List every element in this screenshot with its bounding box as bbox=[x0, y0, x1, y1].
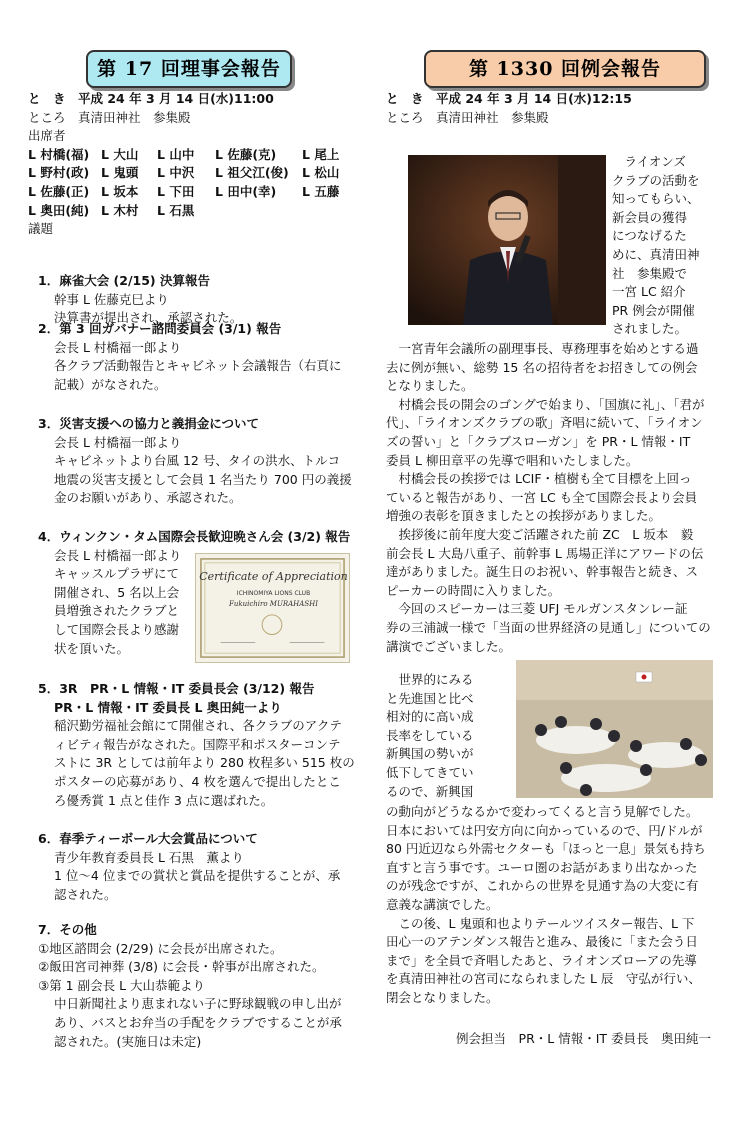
agenda-item-text: して国際会長より感謝 bbox=[54, 621, 180, 637]
attendee: L 野村(政) bbox=[28, 165, 90, 181]
body-text: 講演でございました。 bbox=[386, 638, 512, 654]
body-text: につなげるた bbox=[612, 228, 687, 244]
agenda-item-text: 金のお願いがあり、承認された。 bbox=[54, 490, 242, 506]
attendee: L 佐藤(正) bbox=[28, 183, 90, 199]
body-text: のが残念ですが、これからの世界を見通す為の大変に有 bbox=[386, 878, 699, 894]
body-text: 社 参集殿で bbox=[612, 265, 688, 281]
body-text: 世界的にみる bbox=[386, 672, 474, 687]
agenda-item-title: 3．災害支援への協力と義捐金について bbox=[38, 416, 259, 431]
right-place-line: ところ 真清田神社 参集殿 bbox=[386, 109, 549, 125]
certificate-club: ICHINOMIYA LIONS CLUB bbox=[236, 590, 311, 597]
agenda-subitem: ③第 1 副会長 L 大山恭範より bbox=[38, 977, 206, 993]
body-text: ピーカーの時間に入りました。 bbox=[386, 582, 561, 598]
agenda-item-text: ストに 3R としては前年より 280 枚程多い 515 枚の bbox=[54, 755, 355, 771]
agenda-item-text: キャビネットより台風 12 号、タイの洪水、トルコ bbox=[54, 453, 341, 469]
body-text: めに、真清田神 bbox=[612, 246, 700, 262]
agenda-item-text: 決算書が提出され、承認された。 bbox=[54, 310, 243, 326]
body-text: 達がありました。誕生日のお祝い、幹事報告と続き、ス bbox=[386, 564, 699, 580]
attendee: L 大山 bbox=[101, 146, 139, 162]
agenda-item-title: 5．3R PR・L 情報・IT 委員長会 (3/12) 報告 bbox=[38, 681, 315, 696]
body-text: 一宮 LC 紹介 bbox=[612, 284, 686, 300]
agenda-item-text: 青少年教育委員長 L 石黒 薫より bbox=[54, 849, 244, 865]
body-text: 新会員の獲得 bbox=[612, 209, 688, 225]
attendee: L 鬼頭 bbox=[101, 165, 139, 181]
body-text: 相対的に高い成 bbox=[386, 709, 474, 725]
agenda-subitem: ①地区諮問会 (2/29) に会長が出席された。 bbox=[38, 940, 283, 956]
agenda-item-text: 開催され、5 名以上会 bbox=[54, 584, 180, 600]
agenda-item-text: キャッスルプラザにて bbox=[54, 566, 180, 582]
agenda-item-title: 1．麻雀大会 (2/15) 決算報告 bbox=[38, 273, 210, 288]
agenda-item-text: 会長 L 村橋福一郎より bbox=[54, 434, 182, 450]
attendee: L 佐藤(克) bbox=[215, 146, 277, 162]
body-text: 一宮青年会議所の副理事長、専務理事を始めとする過 bbox=[386, 341, 699, 356]
agenda-item-text: 状を頂いた。 bbox=[54, 640, 130, 656]
agenda-item-text: ろ優秀賞 1 点と佳作 3 点に選ばれた。 bbox=[54, 792, 274, 808]
body-text: 田心一のアテンダンス報告と進み、最後に「また会う日 bbox=[386, 934, 698, 950]
agenda-item-title: 6．春季ティーボール大会賞品について bbox=[38, 831, 258, 846]
attendees-label: 出席者 bbox=[28, 128, 66, 144]
attendee: L 木村 bbox=[101, 202, 139, 218]
agenda-item-text: 員増強されたクラブと bbox=[54, 603, 180, 619]
left-place-line: ところ 真清田神社 参集殿 bbox=[28, 109, 191, 125]
body-text: 意義な講演でした。 bbox=[386, 896, 499, 912]
body-text: 低下してきてい bbox=[386, 764, 474, 780]
economy-side-text bbox=[386, 671, 514, 801]
attendee: L 中沢 bbox=[157, 165, 195, 181]
body-text: となりました。 bbox=[386, 378, 474, 394]
agenda-item-5 bbox=[28, 680, 373, 810]
agenda-item-text: ィビティ報告がなされた。国際平和ポスターコンテ bbox=[54, 736, 341, 752]
agenda-item-3 bbox=[28, 415, 368, 508]
attendee: L 松山 bbox=[302, 165, 340, 181]
intro-side-text bbox=[612, 153, 722, 339]
meeting-photo bbox=[516, 660, 713, 798]
body-text: この後、L 鬼頭和也よりテールツイスター報告、L 下 bbox=[386, 915, 695, 931]
agenda-item-text: 会長 L 村橋福一郎より bbox=[54, 339, 182, 355]
agenda-label: 議題 bbox=[28, 221, 54, 237]
report-body-upper bbox=[386, 340, 731, 656]
body-text: と先進国と比べ bbox=[386, 690, 474, 706]
right-header bbox=[386, 90, 726, 127]
body-text: 去に例が無い、総勢 15 名の招待者をお招きしての例会 bbox=[386, 359, 698, 375]
body-text: されました。 bbox=[612, 321, 688, 337]
right-banner: 第 1330 回例会報告 bbox=[424, 50, 706, 88]
body-text: 知ってもらい、 bbox=[612, 191, 700, 207]
body-text: 挨拶後に前年度大変ご活躍された前 ZC L 坂本 毅 bbox=[386, 526, 694, 542]
body-text: ライオンズ bbox=[612, 154, 686, 169]
agenda-item-7 bbox=[28, 921, 373, 1051]
agenda-item-title: 4．ウィンクン・タム国際会長歓迎晩さん会 (3/2) 報告 bbox=[38, 529, 351, 544]
left-header bbox=[28, 90, 368, 239]
body-text: 今回のスピーカーは三菱 UFJ モルガンスタンレー証 bbox=[386, 601, 688, 617]
agenda-item-title: 2．第 3 回ガバナー諮問委員会 (3/1) 報告 bbox=[38, 321, 282, 336]
agenda-item-text: 稲沢勤労福祉会館にて開催され、各クラブのアクテ bbox=[54, 718, 342, 734]
agenda-item-text: 認された。(実施日は未定) bbox=[54, 1033, 202, 1049]
attendee: L 祖父江(俊) bbox=[215, 165, 289, 181]
attendee: L 田中(幸) bbox=[215, 183, 277, 199]
agenda-item-text: 認された。 bbox=[54, 886, 117, 902]
footer-signature: 例会担当 PR・L 情報・IT 委員長 奥田純一 bbox=[456, 1031, 711, 1046]
report-footer bbox=[386, 1030, 711, 1049]
body-text: 券の三浦誠一様で「当面の世界経済の見通し」についての bbox=[386, 619, 711, 635]
left-date-line: と き 平成 24 年 3 月 14 日(水)11:00 bbox=[28, 91, 274, 106]
body-text: PR 例会が開催 bbox=[612, 302, 695, 318]
agenda-item-text: PR・L 情報・IT 委員長 L 奥田純一より bbox=[54, 699, 282, 715]
certificate-recipient: Fukuichiro MURAHASHI bbox=[228, 600, 319, 608]
attendee: L 坂本 bbox=[101, 183, 139, 199]
body-text: まで」を全員で斉唱したあと、ライオンズローアの先導 bbox=[386, 952, 697, 968]
agenda-item-text: 中日新聞社より恵まれない子に野球観戦の申し出が bbox=[54, 996, 342, 1012]
agenda-item-text: あり、バスとお弁当の手配をクラブですることが承 bbox=[54, 1014, 342, 1030]
agenda-subitem: ②飯田宮司神葬 (3/8) に会長・幹事が出席された。 bbox=[38, 959, 325, 975]
body-text: 日本においては円安方向に向かっているので、円/ドルが bbox=[386, 822, 703, 838]
speaker-photo bbox=[408, 155, 606, 325]
attendee: L 五藤 bbox=[302, 183, 340, 199]
attendee: L 石黒 bbox=[157, 202, 195, 218]
agenda-item-title: 7．その他 bbox=[38, 922, 97, 937]
body-text: 閉会となりました。 bbox=[386, 989, 499, 1005]
attendee: L 尾上 bbox=[302, 146, 340, 162]
body-text: 直すと言う事です。ユーロ圏のお話があまり出なかった bbox=[386, 859, 698, 875]
agenda-item-text: 各クラブ活動報告とキャビネット会議報告（右頁に bbox=[54, 358, 342, 374]
body-text: 前会長 L 大島八重子、前幹事 L 馬場正洋にアワードの伝 bbox=[386, 545, 704, 561]
body-text: 長率をしている bbox=[386, 727, 474, 743]
body-text: の動向がどうなるかで変わってくると言う見解でした。 bbox=[386, 804, 699, 819]
agenda-item-6 bbox=[28, 830, 373, 904]
body-text: 増強の表彰を頂きましたとの挨拶がありました。 bbox=[386, 508, 662, 524]
certificate-image bbox=[195, 553, 350, 663]
attendee: L 奥田(純) bbox=[28, 202, 90, 218]
agenda-item-2 bbox=[28, 320, 368, 394]
agenda-item-text: 幹事 L 佐藤克巳より bbox=[54, 291, 169, 307]
report-body-lower bbox=[386, 803, 731, 1008]
attendee: L 下田 bbox=[157, 183, 195, 199]
agenda-item-text: 地震の災害支援として会員 1 名当たり 700 円の義援 bbox=[54, 471, 352, 487]
body-text: 村橋会長の開会のゴングで始まり、「国旗に礼」、「君が bbox=[386, 396, 705, 412]
body-text: ていると報告があり、一宮 LC も全て国際会長より会員 bbox=[386, 489, 698, 505]
body-text: るので、新興国 bbox=[386, 783, 474, 799]
agenda-item-text: 1 位～4 位までの賞状と賞品を提供することが、承 bbox=[54, 868, 341, 884]
agenda-item-text: ポスターの応募があり、4 枚を選んで提出したとこ bbox=[54, 773, 341, 789]
agenda-item-text: 記載）がなされた。 bbox=[54, 376, 167, 392]
body-text: クラブの活動を bbox=[612, 172, 700, 188]
body-text: 村橋会長の挨拶では LCIF・植樹も全て目標を上回っ bbox=[386, 471, 692, 487]
body-text: ズの誓い」と「クラブスローガン」を PR・L 情報・IT bbox=[386, 433, 691, 449]
body-text: を真清田神社の宮司になられました L 辰 守弘が行い、 bbox=[386, 971, 701, 987]
certificate-heading: Certificate of Appreciation bbox=[199, 570, 348, 583]
attendee: L 村橋(福) bbox=[28, 146, 90, 162]
attendee-grid bbox=[28, 146, 368, 220]
attendee: L 山中 bbox=[157, 146, 195, 162]
body-text: 代」、「ライオンズクラブの歌」斉唱に続いて、「ライオン bbox=[386, 415, 703, 431]
agenda-item-text: 会長 L 村橋福一郎より bbox=[54, 547, 182, 563]
right-date-line: と き 平成 24 年 3 月 14 日(水)12:15 bbox=[386, 91, 632, 106]
body-text: 80 円近辺なら外需セクターも「ほっと一息」景気も持ち bbox=[386, 841, 706, 857]
body-text: 委員 L 柳田章平の先導で唱和いたしました。 bbox=[386, 452, 639, 468]
left-banner: 第 17 回理事会報告 bbox=[86, 50, 292, 88]
body-text: 新興国の勢いが bbox=[386, 746, 474, 762]
